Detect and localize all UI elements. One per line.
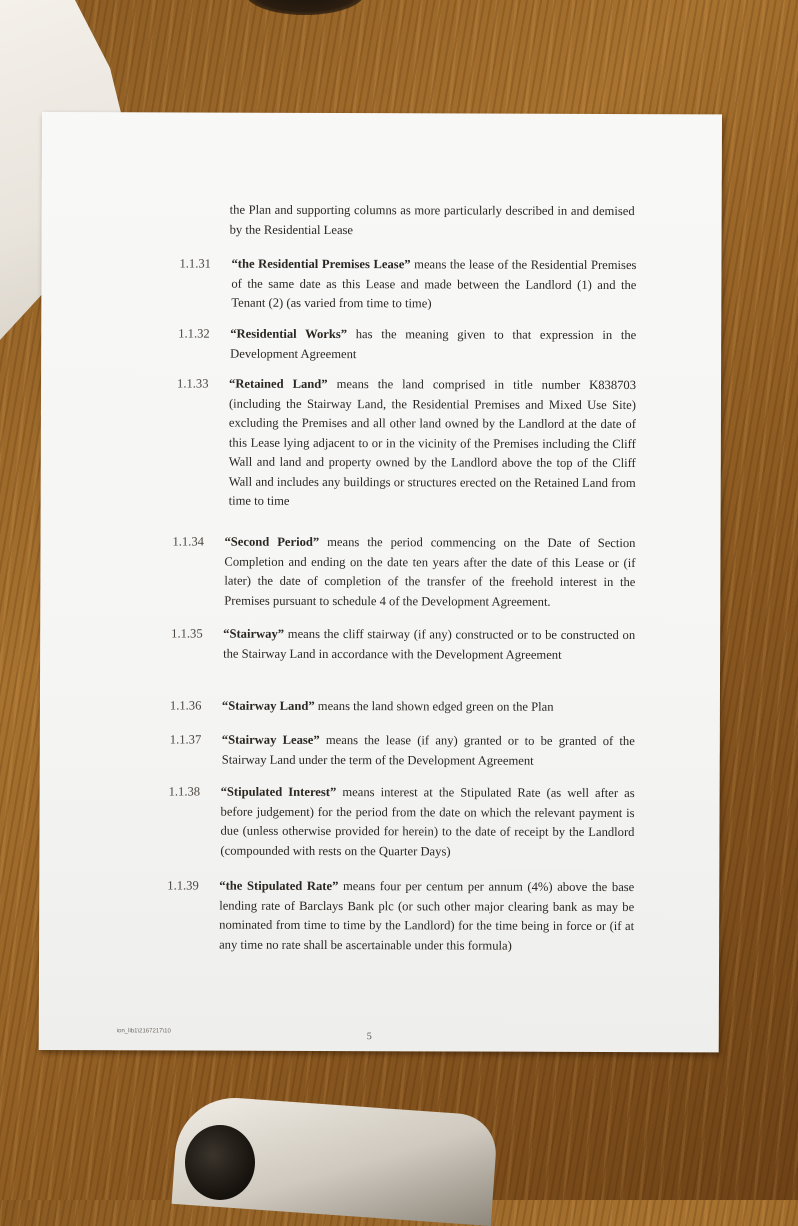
clause-1-1-34 <box>172 532 635 612</box>
clause-number: 1.1.35 <box>171 626 203 641</box>
clause-1-1-37 <box>170 730 635 771</box>
clause-body <box>223 625 635 665</box>
clause-body <box>229 375 636 513</box>
clause-1-1-38 <box>168 782 634 862</box>
clause-body <box>224 533 635 612</box>
clause-text: means the land comprised in title number K838703 (including the Stairway Land, the Residential Premises and Mixed Use Site) excluding the Premises and all other land owned by the Landlord at the date of this Lease lying adjacent to or in the vicinity of the Premises including the Cliff Wall and land and property owned by the Landlord above the top of the Cliff Wall and includes any buildings or structures erected on the Retained Land from time to time <box>228 376 637 508</box>
clause-body <box>231 255 636 315</box>
clause-text: means four per centum per annum (4%) above the base lending rate of Barclays Bank plc (or such other major clearing bank as may be nominated from time to time by the Landlord) for the time being in force or (if at any time no rate shall be ascertainable under this formula) <box>219 879 635 953</box>
clause-1-1-33 <box>177 374 636 512</box>
defined-term: “Residential Works” <box>230 326 348 342</box>
clause-number: 1.1.38 <box>168 784 201 799</box>
document-reference: ion_lib1\2167217\10 <box>116 1028 171 1035</box>
clause-body <box>220 783 634 862</box>
document-page <box>39 112 722 1052</box>
clause-number: 1.1.33 <box>177 376 209 391</box>
clause-number: 1.1.37 <box>169 732 202 747</box>
clause-body <box>230 325 636 365</box>
defined-term: “Stairway Lease” <box>221 732 320 747</box>
dark-object <box>245 0 365 15</box>
clause-body <box>222 731 635 771</box>
pen-cap <box>185 1125 255 1200</box>
clause-1-1-31 <box>179 254 636 314</box>
clause-number: 1.1.32 <box>178 326 210 341</box>
clause-text: means the period commencing on the Date of Section Completion and ending on the date ten years after the date of this Lease or (if later) the date of completion of the transfer of the freehold interest in the Premises pursuant to schedule 4 of the Development Agreement. <box>224 534 636 609</box>
page-number: 5 <box>366 1031 372 1043</box>
defined-term: “Retained Land” <box>229 376 328 391</box>
clause-1-1-35 <box>171 624 635 665</box>
clause-number: 1.1.31 <box>179 256 211 271</box>
continuation-paragraph: the Plan and supporting columns as more particularly described in and demised by the Residential Lease <box>229 202 635 237</box>
clause-1-1-39 <box>167 876 634 956</box>
clause-number: 1.1.39 <box>167 878 199 893</box>
defined-term: “the Stipulated Rate” <box>219 878 339 894</box>
clause-text: means the cliff stairway (if any) constructed or to be constructed on the Stairway Land in accordance with the Development Agreement <box>223 626 636 662</box>
clause-text: means the lease (if any) granted or to be granted of the Stairway Land under the term of the Development Agreement <box>221 732 635 768</box>
clause-body <box>222 697 554 718</box>
clause-number: 1.1.36 <box>169 698 202 713</box>
defined-term: “Stairway Land” <box>221 698 315 713</box>
defined-term: “Stipulated Interest” <box>220 784 337 800</box>
clause-number: 1.1.34 <box>172 534 205 549</box>
defined-term: “Second Period” <box>224 534 320 549</box>
clause-1-1-36 <box>170 696 635 717</box>
clause-text: means the land shown edged green on the Plan <box>314 698 554 714</box>
clause-1-1-32 <box>178 324 636 365</box>
defined-term: “Stairway” <box>223 626 285 641</box>
defined-term: “the Residential Premises Lease” <box>231 256 411 272</box>
clause-text: means the lease of the Residential Premises of the same date as this Lease and made between the Landlord (1) and the Tenant (2) (as varied from time to time) <box>231 257 637 311</box>
clause-body <box>219 877 634 956</box>
clause-text: means interest at the Stipulated Rate (as well after as before judgement) for the period from the date on which the relevant payment is due (unless otherwise provided for herein) to the date of receipt by the Landlord (compounded with rests on the Quarter Days) <box>220 785 635 858</box>
clause-text: has the meaning given to that expression in the Development Agreement <box>230 327 637 361</box>
